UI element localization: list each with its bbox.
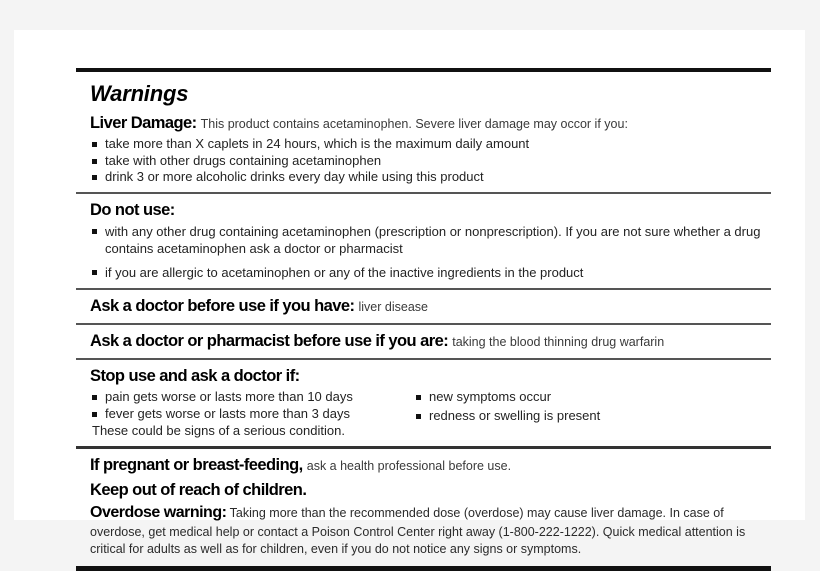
page-title: Warnings <box>90 81 189 106</box>
section-pregnant-keepout-overdose <box>76 455 771 558</box>
section-do-not-use <box>76 200 771 281</box>
stop-use-right-bullet-list <box>414 389 771 425</box>
stop-use-heading: Stop use and ask a doctor if: <box>90 366 300 385</box>
pregnant-heading-label: If pregnant or breast-feeding, <box>90 455 303 474</box>
section-stop-use <box>76 366 771 440</box>
ask-pharmacist-heading-label: Ask a doctor or pharmacist before use if you are: <box>90 332 449 351</box>
liver-damage-intro: This product contains acetaminophen. Severe liver damage may occor if you: <box>200 117 628 131</box>
list-item: drink 3 or more alcoholic drinks every day while using this product <box>90 169 771 186</box>
liver-damage-bullet-list <box>90 136 771 187</box>
liver-damage-heading <box>90 113 771 134</box>
divider-after-stop-use <box>76 446 771 449</box>
list-item: take with other drugs containing acetaminophen <box>90 153 771 170</box>
section-ask-doctor <box>76 296 771 317</box>
overdose-warning-text: Taking more than the recommended dose (overdose) may cause liver damage. In case of overdose, get medical help or contact a Poison Control Center right away (1-800-222-1222). Quick medical attention is critical for adults as well as for children, even if you do not notice any signs or symptoms. <box>90 505 746 556</box>
liver-damage-heading-label: Liver Damage: <box>90 114 197 132</box>
list-item: pain gets worse or lasts more than 10 days <box>90 389 410 406</box>
stop-use-right-column <box>410 387 771 427</box>
list-item: redness or swelling is present <box>414 408 771 425</box>
ask-doctor-heading-label: Ask a doctor before use if you have: <box>90 297 355 316</box>
divider-after-liver-damage <box>76 192 771 194</box>
pregnant-text: ask a health professional before use. <box>306 458 512 473</box>
pregnant-heading <box>90 455 771 476</box>
ask-doctor-heading <box>90 296 771 317</box>
overdose-warning-label: Overdose warning: <box>90 503 227 521</box>
divider-after-ask-pharmacist <box>76 358 771 360</box>
list-item: if you are allergic to acetaminophen or any of the inactive ingredients in the product <box>90 264 771 281</box>
list-item: fever gets worse or lasts more than 3 days <box>90 406 410 423</box>
top-rule <box>76 68 771 72</box>
divider-after-do-not-use <box>76 288 771 290</box>
ask-doctor-text: liver disease <box>358 300 428 315</box>
ask-pharmacist-heading <box>90 331 771 352</box>
label-card <box>14 30 805 556</box>
section-liver-damage <box>76 113 771 186</box>
do-not-use-bullet-list <box>90 223 771 281</box>
bottom-rule <box>76 566 771 571</box>
stop-use-columns <box>90 387 771 440</box>
keep-out-of-reach-heading: Keep out of reach of children. <box>90 480 307 499</box>
divider-after-ask-doctor <box>76 323 771 325</box>
section-ask-pharmacist <box>76 331 771 352</box>
stop-use-left-bullet-list <box>90 389 410 440</box>
list-item: with any other drug containing acetaminophen (prescription or nonprescription). If you are not sure whether a drug contains acetaminophen ask a doctor or pharmacist <box>90 223 771 257</box>
stop-use-left-note: These could be signs of a serious condition. <box>92 423 345 439</box>
list-item: take more than X caplets in 24 hours, which is the maximum daily amount <box>90 136 771 153</box>
stop-use-left-column <box>90 387 410 440</box>
ask-pharmacist-text: taking the blood thinning drug warfarin <box>452 335 665 350</box>
do-not-use-heading: Do not use: <box>90 201 175 220</box>
drug-facts-warnings-label <box>76 68 771 571</box>
list-item: new symptoms occur <box>414 389 771 406</box>
